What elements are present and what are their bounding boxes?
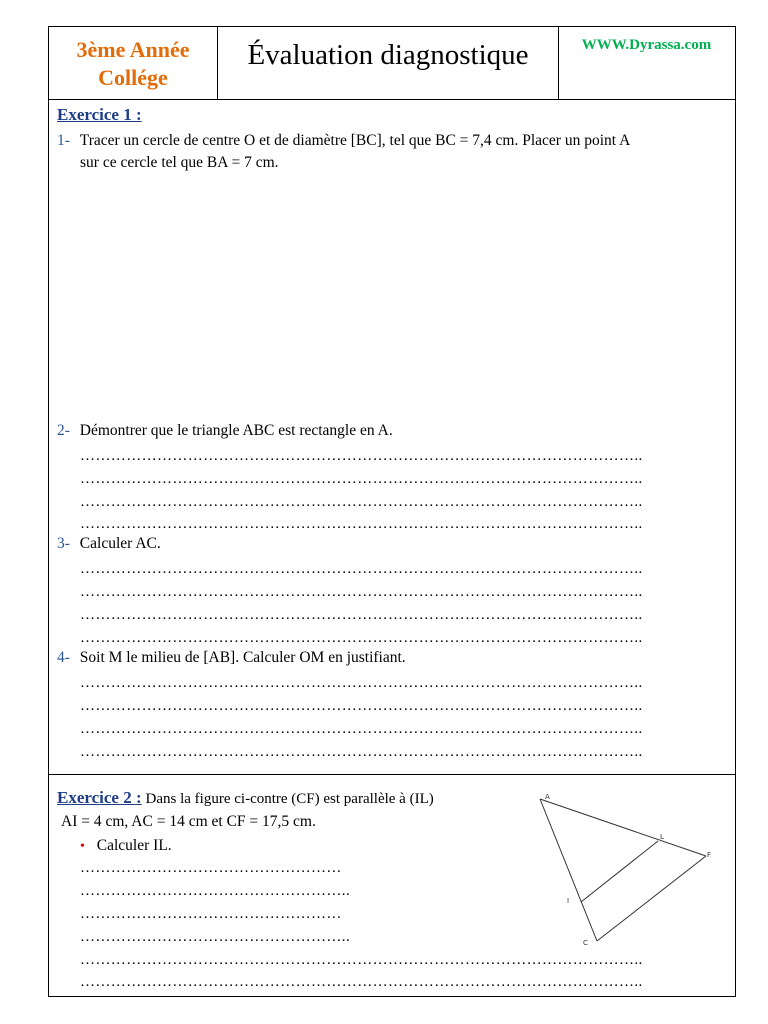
q1-text2: sur ce cercle tel que BA = 7 cm.: [80, 154, 279, 171]
label-f: F: [707, 851, 712, 859]
answer-line[interactable]: ………………………………………………………………………………………………..: [80, 744, 643, 760]
answer-line[interactable]: ………………………………………………………………………………………………..: [80, 584, 643, 600]
answer-line[interactable]: ………………………………………………………………………………………………..: [80, 630, 643, 646]
segment-il: [581, 841, 658, 902]
level-line2: Collége: [98, 65, 168, 90]
answer-line[interactable]: ………………………………………………………………………………………………..: [80, 516, 643, 532]
exercise1-heading: Exercice 1 :: [57, 105, 142, 124]
exercise2-heading: Exercice 2 :: [57, 788, 142, 807]
q3-line: [57, 534, 161, 554]
q1-text1: Tracer un cercle de centre O et de diamètre [BC], tel que BC = 7,4 cm. Placer un point A: [79, 132, 631, 149]
answer-line[interactable]: ………………………………………………………………………………………………..: [80, 974, 643, 990]
exercise-separator: [49, 774, 735, 775]
answer-line-short[interactable]: ……………………………………………: [80, 860, 342, 876]
answer-line-short[interactable]: ……………………………………………..: [80, 883, 351, 899]
answer-line[interactable]: ………………………………………………………………………………………………..: [80, 471, 643, 487]
exercise1-title: [57, 105, 142, 126]
header-table: [49, 27, 735, 100]
worksheet-frame: [48, 26, 736, 997]
triangle-figure: [529, 789, 729, 951]
q1-number: 1-: [57, 132, 70, 149]
level-line1: 3ème Année: [76, 37, 190, 62]
exercise2-data: AI = 4 cm, AC = 14 cm et CF = 17,5 cm.: [61, 813, 316, 830]
q3-text: Calculer AC.: [79, 535, 161, 552]
q2-text: Démontrer que le triangle ABC est rectangle en A.: [79, 422, 393, 439]
q4-number: 4-: [57, 649, 70, 666]
page-title: Évaluation diagnostique: [218, 27, 559, 99]
answer-line[interactable]: ………………………………………………………………………………………………..: [80, 448, 643, 464]
answer-line-short[interactable]: ……………………………………………: [80, 906, 342, 922]
q2-number: 2-: [57, 422, 70, 439]
q4-line: [57, 648, 406, 668]
answer-line[interactable]: ………………………………………………………………………………………………..: [80, 952, 643, 968]
q2-line: [57, 421, 393, 441]
answer-line[interactable]: ………………………………………………………………………………………………..: [80, 494, 643, 510]
q3-number: 3-: [57, 535, 70, 552]
exercise2-task-line: [80, 836, 172, 857]
label-l: L: [660, 833, 664, 841]
answer-line-short[interactable]: ……………………………………………..: [80, 929, 351, 945]
label-c: C: [583, 939, 588, 947]
q4-text: Soit M le milieu de [AB]. Calculer OM en justifiant.: [79, 649, 406, 666]
answer-line[interactable]: ………………………………………………………………………………………………..: [80, 675, 643, 691]
bullet-icon: •: [80, 839, 85, 854]
side-af: [540, 799, 706, 856]
segment-cf: [597, 856, 706, 941]
answer-line[interactable]: ………………………………………………………………………………………………..: [80, 561, 643, 577]
answer-line[interactable]: ………………………………………………………………………………………………..: [80, 607, 643, 623]
side-ac: [540, 799, 597, 941]
label-i: I: [567, 897, 570, 905]
site-link[interactable]: WWW.Dyrassa.com: [581, 37, 712, 53]
answer-line[interactable]: ………………………………………………………………………………………………..: [80, 698, 643, 714]
exercise2-intro-line: [57, 788, 434, 809]
answer-line[interactable]: ………………………………………………………………………………………………..: [80, 721, 643, 737]
exercise2-intro: Dans la figure ci-contre (CF) est parallèle à (IL): [145, 791, 434, 807]
label-a: A: [545, 793, 550, 801]
exercise2-task: Calculer IL.: [96, 837, 172, 854]
level-cell: [49, 27, 218, 99]
q1-line1: [57, 131, 630, 151]
